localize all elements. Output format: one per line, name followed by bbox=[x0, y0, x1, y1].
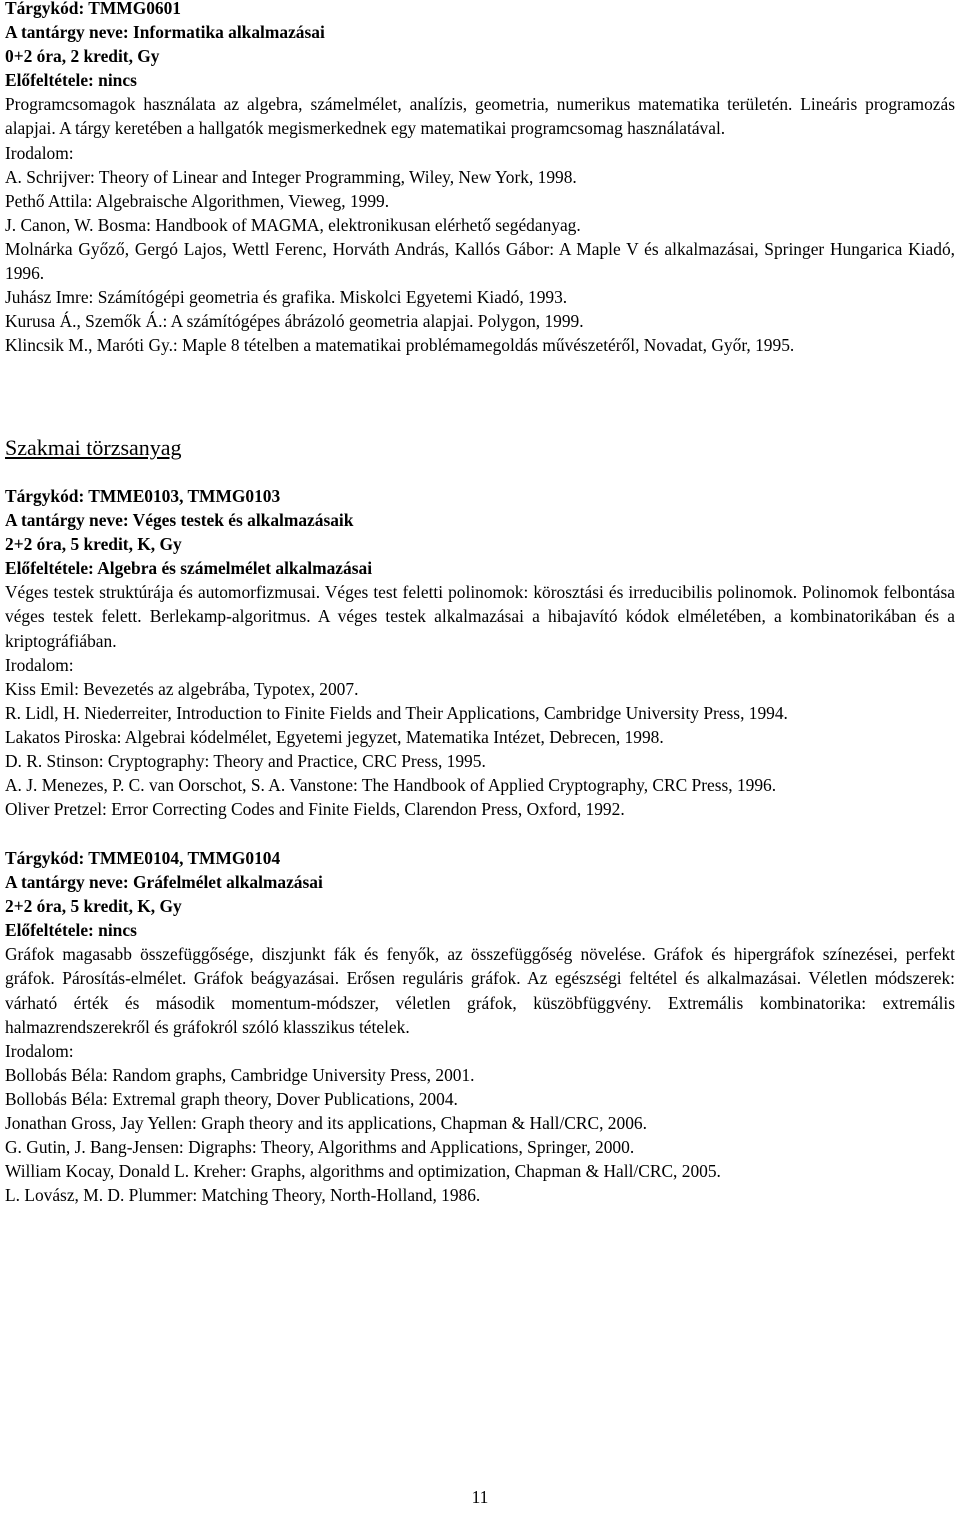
course-name: A tantárgy neve: Gráfelmélet alkalmazásai bbox=[5, 872, 323, 893]
course-block-tmmg0601 bbox=[5, 0, 955, 357]
course-code: Tárgykód: TMME0104, TMMG0104 bbox=[5, 848, 281, 868]
course-prerequisite: Előfeltétele: nincs bbox=[5, 70, 137, 91]
course-name: A tantárgy neve: Véges testek és alkalmazásaik bbox=[5, 510, 354, 531]
literature-label: Irodalom: bbox=[5, 142, 74, 163]
reference-item: Bollobás Béla: Random graphs, Cambridge University Press, 2001. bbox=[5, 1064, 475, 1085]
course-code: Tárgykód: TMMG0601 bbox=[5, 0, 182, 18]
reference-item: D. R. Stinson: Cryptography: Theory and Practice, CRC Press, 1995. bbox=[5, 751, 486, 772]
reference-item: Jonathan Gross, Jay Yellen: Graph theory and its applications, Chapman & Hall/CRC, 2006. bbox=[5, 1113, 647, 1134]
reference-item: Klincsik M., Maróti Gy.: Maple 8 tételben a matematikai problémamegoldás művészetéről, Novadat, Győr, 1995. bbox=[5, 335, 795, 356]
course-hours: 2+2 óra, 5 kredit, K, Gy bbox=[5, 896, 182, 917]
reference-item: Juhász Imre: Számítógépi geometria és grafika. Miskolci Egyetemi Kiadó, 1993. bbox=[5, 287, 568, 308]
course-code: Tárgykód: TMME0103, TMMG0103 bbox=[5, 486, 281, 506]
reference-item: Kurusa Á., Szemők Á.: A számítógépes ábrázoló geometria alapjai. Polygon, 1999. bbox=[5, 311, 584, 332]
course-description: Gráfok magasabb összefüggősége, diszjunkt fák és fenyők, az összefüggőség növelése. Gráfok és hipergráfok színezései, perfekt gráfok. Párosítás-elmélet. Gráfok beágyazásai. Erősen reguláris gráfok. Az egészségi feltétel és alkalmazásai. Véletlen módszerek: várható érték és második momentum-módszer, véletlen gráfok, küszöbfüggvény. Extremális kombinatorika: extremális halmazrendszerekről és gráfokról szóló klasszikus tételek. bbox=[5, 944, 955, 1037]
page-number: 11 bbox=[471, 1487, 489, 1507]
course-prerequisite: Előfeltétele: Algebra és számelmélet alkalmazásai bbox=[5, 558, 373, 579]
course-prerequisite: Előfeltétele: nincs bbox=[5, 920, 137, 941]
reference-item: Kiss Emil: Bevezetés az algebrába, Typotex, 2007. bbox=[5, 678, 359, 699]
reference-item: Molnárka Győző, Gergó Lajos, Wettl Ferenc, Horváth András, Kallós Gábor: A Maple V és alkalmazásai, Springer Hungarica Kiadó, 1996. bbox=[5, 238, 955, 284]
literature-label: Irodalom: bbox=[5, 654, 74, 675]
course-block-tmme0104 bbox=[5, 846, 955, 1207]
reference-item: Bollobás Béla: Extremal graph theory, Dover Publications, 2004. bbox=[5, 1088, 458, 1109]
course-block-tmme0103 bbox=[5, 484, 955, 821]
course-name: A tantárgy neve: Informatika alkalmazásai bbox=[5, 22, 325, 43]
reference-item: G. Gutin, J. Bang-Jensen: Digraphs: Theory, Algorithms and Applications, Springer, 2000. bbox=[5, 1137, 635, 1158]
literature-label: Irodalom: bbox=[5, 1040, 74, 1061]
reference-item: Oliver Pretzel: Error Correcting Codes and Finite Fields, Clarendon Press, Oxford, 1992. bbox=[5, 799, 625, 820]
reference-item: R. Lidl, H. Niederreiter, Introduction to Finite Fields and Their Applications, Cambridge University Press, 1994. bbox=[5, 702, 788, 723]
reference-item: William Kocay, Donald L. Kreher: Graphs, algorithms and optimization, Chapman & Hall/CRC, 2005. bbox=[5, 1161, 721, 1182]
reference-item: A. J. Menezes, P. C. van Oorschot, S. A. Vanstone: The Handbook of Applied Cryptography, CRC Press, 1996. bbox=[5, 775, 777, 796]
reference-item: L. Lovász, M. D. Plummer: Matching Theory, North-Holland, 1986. bbox=[5, 1185, 481, 1206]
course-description: Programcsomagok használata az algebra, számelmélet, analízis, geometria, numerikus matematika területén. Lineáris programozás alapjai. A tárgy keretében a hallgatók megismerkednek egy matematikai programcsomag használatával. bbox=[5, 94, 955, 139]
course-hours: 0+2 óra, 2 kredit, Gy bbox=[5, 46, 160, 67]
reference-item: Pethő Attila: Algebraische Algorithmen, Vieweg, 1999. bbox=[5, 190, 390, 211]
course-hours: 2+2 óra, 5 kredit, K, Gy bbox=[5, 534, 182, 555]
reference-item: Lakatos Piroska: Algebrai kódelmélet, Egyetemi jegyzet, Matematika Intézet, Debrecen, 1998. bbox=[5, 726, 664, 747]
course-description: Véges testek struktúrája és automorfizmusai. Véges test feletti polinomok: körosztási és irreducibilis polinomok. Polinomok felbontása véges testek felett. Berlekamp-algoritmus. A véges testek alkalmazásai a hibajavító kódok elméletében, a kombinatorikában és a kriptográfiában. bbox=[5, 582, 955, 651]
reference-item: J. Canon, W. Bosma: Handbook of MAGMA, elektronikusan elérhető segédanyag. bbox=[5, 214, 581, 235]
reference-item: A. Schrijver: Theory of Linear and Integer Programming, Wiley, New York, 1998. bbox=[5, 166, 577, 187]
section-heading: Szakmai törzsanyag bbox=[5, 435, 182, 460]
